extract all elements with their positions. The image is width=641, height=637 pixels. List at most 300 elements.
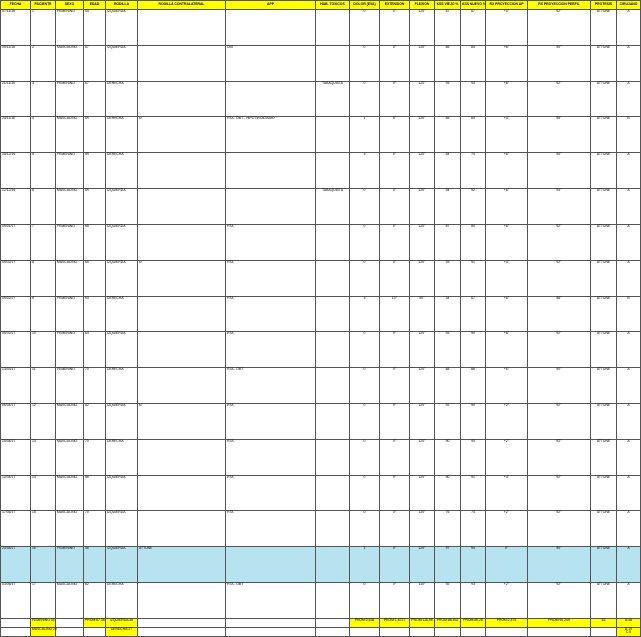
table-cell[interactable]: 87 — [435, 10, 461, 46]
table-cell[interactable]: 90° — [528, 547, 591, 583]
table-cell[interactable]: A — [617, 332, 641, 368]
table-cell[interactable]: ATTUNE — [591, 296, 617, 332]
table-row[interactable] — [1, 153, 641, 189]
table-cell[interactable]: 6 — [31, 189, 56, 225]
table-cell[interactable]: 0° — [380, 260, 410, 296]
table-cell[interactable]: ATTUNE — [591, 10, 617, 46]
table-cell[interactable]: A — [617, 10, 641, 46]
table-cell[interactable]: A — [617, 153, 641, 189]
column-header[interactable]: RX PROYECCION AP — [486, 1, 528, 10]
table-cell[interactable]: si — [138, 260, 226, 296]
table-cell[interactable]: 86 — [461, 368, 486, 404]
table-row[interactable] — [1, 403, 641, 439]
table-row[interactable] — [1, 81, 641, 117]
table-cell[interactable]: 1 — [31, 10, 56, 46]
table-cell[interactable]: 90° — [410, 296, 435, 332]
table-cell[interactable]: HTA — [226, 260, 316, 296]
table-cell[interactable] — [316, 153, 350, 189]
column-header[interactable]: SEXO — [56, 1, 84, 10]
table-cell[interactable]: MASCULINO — [56, 511, 84, 547]
table-cell[interactable]: 85 — [435, 45, 461, 81]
table-cell[interactable] — [226, 81, 316, 117]
table-cell[interactable]: 67 — [461, 296, 486, 332]
table-cell[interactable]: HTA — [226, 475, 316, 511]
table-cell[interactable]: HTA - DBT — [226, 583, 316, 619]
table-cell[interactable]: 20/04/17 — [1, 547, 31, 583]
column-header[interactable]: EDAD — [84, 1, 106, 10]
table-cell[interactable]: +4° — [486, 475, 528, 511]
table-cell[interactable]: +0° — [486, 10, 528, 46]
table-cell[interactable]: 10° — [380, 296, 410, 332]
table-cell[interactable]: HTA — [226, 511, 316, 547]
table-cell[interactable]: 0 — [350, 81, 380, 117]
table-cell[interactable]: ATTUNE — [591, 189, 617, 225]
table-cell[interactable]: 0 — [350, 332, 380, 368]
table-cell[interactable]: 92° — [528, 403, 591, 439]
table-cell[interactable]: DERECHA — [106, 583, 138, 619]
table-cell[interactable]: A — [617, 403, 641, 439]
table-cell[interactable]: IZQUIERDA — [106, 224, 138, 260]
table-cell[interactable]: 76 — [435, 511, 461, 547]
table-cell[interactable]: 0 — [350, 368, 380, 404]
table-cell[interactable] — [138, 511, 226, 547]
column-header[interactable]: RX PROYECCION PERFIL — [528, 1, 591, 10]
table-cell[interactable] — [138, 296, 226, 332]
column-header[interactable]: DOLOR (EVA) — [350, 1, 380, 10]
table-cell[interactable]: 10/04/17 — [1, 439, 31, 475]
table-cell[interactable]: 16 — [31, 547, 56, 583]
table-cell[interactable]: 56 — [84, 547, 106, 583]
table-cell[interactable]: 93 — [435, 260, 461, 296]
table-cell[interactable]: HTA — [226, 296, 316, 332]
table-cell[interactable]: 07/11/16 — [1, 10, 31, 46]
table-cell[interactable]: 94 — [461, 547, 486, 583]
table-cell[interactable]: ATTUNE — [591, 511, 617, 547]
table-cell[interactable]: 0° — [380, 45, 410, 81]
table-cell[interactable]: 92° — [528, 583, 591, 619]
table-cell[interactable]: 120° — [410, 475, 435, 511]
table-cell[interactable]: A — [617, 81, 641, 117]
table-cell[interactable] — [138, 439, 226, 475]
table-row[interactable] — [1, 368, 641, 404]
column-header[interactable]: KSS VIEJO % — [435, 1, 461, 10]
table-cell[interactable]: 74 — [461, 511, 486, 547]
table-cell[interactable]: IZQUIERDA — [106, 10, 138, 46]
table-cell[interactable]: A — [617, 475, 641, 511]
column-header[interactable]: PACIENTE — [31, 1, 56, 10]
table-cell[interactable] — [316, 224, 350, 260]
table-cell[interactable]: A — [617, 368, 641, 404]
table-cell[interactable]: 120° — [410, 189, 435, 225]
table-cell[interactable]: 120° — [410, 332, 435, 368]
table-cell[interactable]: FEMENINO — [56, 296, 84, 332]
table-cell[interactable]: 13 — [31, 439, 56, 475]
table-cell[interactable]: 12/04/17 — [1, 475, 31, 511]
table-cell[interactable]: 0 — [350, 189, 380, 225]
table-cell[interactable]: 09/02/17 — [1, 332, 31, 368]
table-cell[interactable]: +6° — [486, 189, 528, 225]
table-cell[interactable] — [226, 189, 316, 225]
table-cell[interactable]: 70 — [84, 439, 106, 475]
table-cell[interactable]: 88° — [528, 296, 591, 332]
table-cell[interactable]: 90° — [528, 153, 591, 189]
table-cell[interactable]: 92° — [528, 439, 591, 475]
table-row[interactable] — [1, 117, 641, 153]
table-cell[interactable] — [316, 547, 350, 583]
table-cell[interactable]: +6° — [486, 224, 528, 260]
table-cell[interactable]: 3 — [350, 296, 380, 332]
table-cell[interactable]: 120° — [410, 368, 435, 404]
table-cell[interactable]: DBT — [226, 45, 316, 81]
table-cell[interactable] — [226, 153, 316, 189]
table-cell[interactable]: 92° — [528, 260, 591, 296]
table-cell[interactable]: DERECHA — [106, 296, 138, 332]
table-cell[interactable]: 93 — [461, 583, 486, 619]
table-cell[interactable] — [138, 475, 226, 511]
table-cell[interactable]: 87 — [461, 10, 486, 46]
table-cell[interactable]: 70 — [84, 511, 106, 547]
table-cell[interactable]: ATTUNE — [591, 332, 617, 368]
column-header[interactable]: EXTENSION — [380, 1, 410, 10]
table-cell[interactable] — [138, 583, 226, 619]
table-cell[interactable]: 66 — [84, 475, 106, 511]
table-cell[interactable]: +4° — [486, 260, 528, 296]
table-cell[interactable] — [316, 511, 350, 547]
table-cell[interactable]: 67 — [84, 81, 106, 117]
table-cell[interactable]: B — [617, 296, 641, 332]
table-cell[interactable]: DERECHA — [106, 117, 138, 153]
table-cell[interactable]: 0° — [380, 189, 410, 225]
table-cell[interactable]: IZQUIERDA — [106, 547, 138, 583]
table-cell[interactable]: 120° — [410, 439, 435, 475]
table-cell[interactable]: 0 — [350, 439, 380, 475]
table-cell[interactable]: 0° — [380, 583, 410, 619]
table-cell[interactable]: 92° — [528, 475, 591, 511]
table-cell[interactable]: A — [617, 583, 641, 619]
table-cell[interactable]: 54 — [84, 10, 106, 46]
table-cell[interactable]: 0 — [350, 45, 380, 81]
table-cell[interactable]: 3 — [31, 81, 56, 117]
table-cell[interactable]: 0° — [486, 547, 528, 583]
column-header[interactable]: FLEXION — [410, 1, 435, 10]
table-cell[interactable]: MASCULINO — [56, 583, 84, 619]
table-cell[interactable]: +2° — [486, 403, 528, 439]
table-cell[interactable] — [138, 45, 226, 81]
table-cell[interactable]: 84 — [461, 117, 486, 153]
table-cell[interactable]: 94 — [435, 189, 461, 225]
table-cell[interactable]: HTA - DBT - HIPOTIROIDISMO — [226, 117, 316, 153]
table-cell[interactable]: 09/02/17 — [1, 260, 31, 296]
table-cell[interactable]: 0 — [350, 583, 380, 619]
table-cell[interactable]: 09/02/17 — [1, 296, 31, 332]
table-cell[interactable]: 0° — [380, 368, 410, 404]
table-cell[interactable]: 13/03/17 — [1, 368, 31, 404]
table-cell[interactable] — [316, 403, 350, 439]
table-cell[interactable]: TABAQUISTA — [316, 189, 350, 225]
column-header[interactable]: RODILLA CONTRALATERAL — [138, 1, 226, 10]
table-cell[interactable]: 0 — [350, 511, 380, 547]
table-cell[interactable]: 12/12/16 — [1, 189, 31, 225]
table-cell[interactable]: 90° — [528, 368, 591, 404]
table-cell[interactable]: 95° — [528, 117, 591, 153]
table-cell[interactable]: 0° — [380, 224, 410, 260]
table-cell[interactable]: 91 — [461, 475, 486, 511]
table-cell[interactable]: 92 — [435, 583, 461, 619]
table-cell[interactable]: 93 — [435, 81, 461, 117]
table-cell[interactable]: 17/04/17 — [1, 511, 31, 547]
table-cell[interactable]: 09/11/16 — [1, 45, 31, 81]
table-cell[interactable]: 120° — [410, 153, 435, 189]
table-row[interactable] — [1, 475, 641, 511]
table-cell[interactable]: 1 — [350, 547, 380, 583]
table-cell[interactable] — [138, 332, 226, 368]
table-cell[interactable]: FEMENINO — [56, 332, 84, 368]
table-cell[interactable]: MASCULINO — [56, 260, 84, 296]
table-cell[interactable]: +6° — [486, 368, 528, 404]
table-cell[interactable]: 1 — [350, 117, 380, 153]
table-cell[interactable]: +6° — [486, 153, 528, 189]
table-cell[interactable]: DERECHA — [106, 368, 138, 404]
table-cell[interactable]: 0 — [350, 224, 380, 260]
table-cell[interactable]: 05/04/17 — [1, 403, 31, 439]
column-header[interactable]: HAB. TOXICOS — [316, 1, 350, 10]
table-cell[interactable]: +2° — [486, 511, 528, 547]
table-cell[interactable] — [138, 368, 226, 404]
table-cell[interactable]: 90 — [435, 475, 461, 511]
table-cell[interactable]: 74 — [461, 153, 486, 189]
table-cell[interactable] — [138, 10, 226, 46]
table-cell[interactable]: MASCULINO — [56, 475, 84, 511]
table-cell[interactable]: B — [617, 117, 641, 153]
table-cell[interactable]: 120° — [410, 10, 435, 46]
table-cell[interactable]: 14 — [31, 475, 56, 511]
table-cell[interactable]: TABAQUISTA — [316, 81, 350, 117]
table-cell[interactable]: 120° — [410, 547, 435, 583]
table-cell[interactable]: FEMENINO — [56, 81, 84, 117]
table-cell[interactable]: 80 — [461, 224, 486, 260]
table-cell[interactable]: DERECHA — [106, 153, 138, 189]
table-cell[interactable]: 92° — [528, 511, 591, 547]
column-header[interactable]: PROTESIS — [591, 1, 617, 10]
table-cell[interactable]: 90° — [528, 45, 591, 81]
table-cell[interactable]: 120° — [410, 45, 435, 81]
column-header[interactable]: APP — [226, 1, 316, 10]
table-cell[interactable] — [316, 117, 350, 153]
table-cell[interactable]: +6° — [486, 45, 528, 81]
table-cell[interactable]: +2° — [486, 439, 528, 475]
table-cell[interactable]: 120° — [410, 403, 435, 439]
table-cell[interactable]: ATTUNE — [591, 153, 617, 189]
table-cell[interactable]: 21/11/16 — [1, 81, 31, 117]
table-cell[interactable]: 0° — [380, 403, 410, 439]
table-cell[interactable]: 97 — [435, 547, 461, 583]
table-cell[interactable] — [316, 45, 350, 81]
table-cell[interactable]: 62 — [84, 403, 106, 439]
table-cell[interactable]: ATTUNE — [591, 583, 617, 619]
table-cell[interactable]: 11 — [31, 368, 56, 404]
table-cell[interactable]: DERECHA — [106, 439, 138, 475]
table-cell[interactable]: +4° — [486, 117, 528, 153]
table-cell[interactable]: 62 — [84, 583, 106, 619]
table-cell[interactable]: 34 — [435, 296, 461, 332]
table-cell[interactable]: A — [617, 547, 641, 583]
table-cell[interactable]: ATTUNE — [591, 368, 617, 404]
table-row[interactable] — [1, 45, 641, 81]
table-cell[interactable]: HTA — [226, 439, 316, 475]
table-cell[interactable]: HTA — [226, 224, 316, 260]
table-cell[interactable]: FEMENINO — [56, 153, 84, 189]
table-cell[interactable] — [316, 260, 350, 296]
table-cell[interactable]: ATTUNE — [138, 547, 226, 583]
table-cell[interactable] — [138, 153, 226, 189]
table-cell[interactable]: MASCULINO — [56, 439, 84, 475]
table-cell[interactable]: A — [617, 189, 641, 225]
table-cell[interactable]: FEMENINO — [56, 368, 84, 404]
table-cell[interactable]: IZQUIERDA — [106, 332, 138, 368]
table-cell[interactable]: +6° — [486, 81, 528, 117]
table-cell[interactable]: 93 — [435, 332, 461, 368]
table-cell[interactable]: 7 — [31, 224, 56, 260]
column-header[interactable]: FECHA — [1, 1, 31, 10]
table-cell[interactable]: 64 — [435, 153, 461, 189]
table-cell[interactable]: IZQUIERDA — [106, 189, 138, 225]
table-cell[interactable]: 59 — [84, 189, 106, 225]
table-cell[interactable]: 0 — [350, 10, 380, 46]
table-cell[interactable]: 54 — [84, 296, 106, 332]
table-cell[interactable] — [226, 10, 316, 46]
table-cell[interactable]: 92° — [528, 332, 591, 368]
table-cell[interactable] — [226, 547, 316, 583]
table-cell[interactable]: +2° — [486, 583, 528, 619]
table-cell[interactable]: 0° — [380, 153, 410, 189]
table-cell[interactable]: IZQUIERDA — [106, 45, 138, 81]
table-cell[interactable]: 90 — [461, 439, 486, 475]
table-cell[interactable]: 0° — [380, 81, 410, 117]
table-cell[interactable]: 88 — [435, 368, 461, 404]
table-cell[interactable]: 0 — [350, 260, 380, 296]
table-row[interactable] — [1, 583, 641, 619]
table-cell[interactable]: ATTUNE — [591, 439, 617, 475]
table-cell[interactable]: 17 — [31, 583, 56, 619]
table-cell[interactable]: ATTUNE — [591, 260, 617, 296]
table-cell[interactable]: 92 — [435, 403, 461, 439]
table-cell[interactable]: 0° — [380, 475, 410, 511]
table-cell[interactable]: 09/01/17 — [1, 224, 31, 260]
table-cell[interactable]: 110° — [410, 583, 435, 619]
table-cell[interactable]: ATTUNE — [591, 403, 617, 439]
table-row[interactable] — [1, 296, 641, 332]
table-cell[interactable]: 0° — [380, 511, 410, 547]
table-cell[interactable]: IZQUIERDA — [106, 511, 138, 547]
table-cell[interactable]: 9 — [31, 296, 56, 332]
table-cell[interactable]: 87 — [435, 224, 461, 260]
table-cell[interactable]: 0° — [380, 10, 410, 46]
table-cell[interactable]: HTA - DBT — [226, 368, 316, 404]
table-cell[interactable]: 24/11/16 — [1, 117, 31, 153]
table-cell[interactable]: si — [138, 403, 226, 439]
table-cell[interactable]: 12 — [31, 403, 56, 439]
table-cell[interactable] — [316, 296, 350, 332]
table-cell[interactable]: 0° — [380, 332, 410, 368]
table-cell[interactable]: 0 — [350, 475, 380, 511]
table-cell[interactable]: ATTUNE — [591, 224, 617, 260]
table-cell[interactable]: 90 — [435, 439, 461, 475]
table-cell[interactable]: 4 — [31, 117, 56, 153]
table-cell[interactable] — [316, 583, 350, 619]
table-row[interactable] — [1, 547, 641, 583]
table-cell[interactable]: ATTUNE — [591, 547, 617, 583]
table-cell[interactable] — [138, 81, 226, 117]
table-cell[interactable]: FEMENINO — [56, 10, 84, 46]
table-cell[interactable]: 120° — [410, 81, 435, 117]
table-cell[interactable]: A — [617, 511, 641, 547]
table-cell[interactable]: FEMENINO — [56, 224, 84, 260]
table-cell[interactable]: 64 — [84, 332, 106, 368]
table-cell[interactable]: MASCULINO — [56, 189, 84, 225]
table-row[interactable] — [1, 511, 641, 547]
table-row[interactable] — [1, 332, 641, 368]
table-cell[interactable] — [138, 189, 226, 225]
table-cell[interactable]: 0° — [380, 439, 410, 475]
column-header[interactable]: KSS NUEVO % — [461, 1, 486, 10]
table-cell[interactable]: 93 — [461, 81, 486, 117]
table-row[interactable] — [1, 189, 641, 225]
table-cell[interactable]: 92° — [528, 224, 591, 260]
column-header[interactable]: RODILLA — [106, 1, 138, 10]
column-header[interactable]: CIRUJANO — [617, 1, 641, 10]
table-cell[interactable]: 84 — [461, 45, 486, 81]
table-cell[interactable] — [316, 332, 350, 368]
table-row[interactable] — [1, 224, 641, 260]
table-cell[interactable]: A — [617, 439, 641, 475]
table-cell[interactable]: 0 — [350, 403, 380, 439]
table-cell[interactable]: 05/12/16 — [1, 153, 31, 189]
table-cell[interactable]: A — [617, 45, 641, 81]
table-cell[interactable]: IZQUIERDA — [106, 475, 138, 511]
table-cell[interactable]: MASCULINO — [56, 45, 84, 81]
table-cell[interactable]: ATTUNE — [591, 117, 617, 153]
table-cell[interactable]: 5 — [31, 153, 56, 189]
table-cell[interactable]: IZQUIERDA — [106, 260, 138, 296]
table-cell[interactable] — [316, 368, 350, 404]
table-cell[interactable]: 92° — [528, 10, 591, 46]
table-cell[interactable]: 59 — [84, 117, 106, 153]
table-cell[interactable]: 70 — [84, 368, 106, 404]
table-cell[interactable]: +6° — [486, 296, 528, 332]
table-cell[interactable]: 69 — [84, 153, 106, 189]
table-cell[interactable]: 120° — [410, 117, 435, 153]
table-cell[interactable] — [316, 439, 350, 475]
table-cell[interactable]: 92 — [461, 189, 486, 225]
table-cell[interactable]: MASCULINO — [56, 117, 84, 153]
table-row[interactable] — [1, 439, 641, 475]
table-cell[interactable] — [138, 224, 226, 260]
table-cell[interactable]: 2 — [31, 45, 56, 81]
table-cell[interactable]: 120° — [410, 511, 435, 547]
table-cell[interactable]: 15 — [31, 511, 56, 547]
table-cell[interactable]: A — [617, 260, 641, 296]
table-cell[interactable]: si — [138, 117, 226, 153]
table-cell[interactable]: HTA — [226, 332, 316, 368]
table-row[interactable] — [1, 260, 641, 296]
table-cell[interactable]: 03/05/17 — [1, 583, 31, 619]
table-cell[interactable]: HTA — [226, 403, 316, 439]
table-cell[interactable]: 91 — [461, 260, 486, 296]
table-cell[interactable]: 94° — [528, 189, 591, 225]
table-cell[interactable]: FEMENINO — [56, 547, 84, 583]
table-cell[interactable]: ATTUNE — [591, 45, 617, 81]
table-cell[interactable]: 90 — [461, 332, 486, 368]
